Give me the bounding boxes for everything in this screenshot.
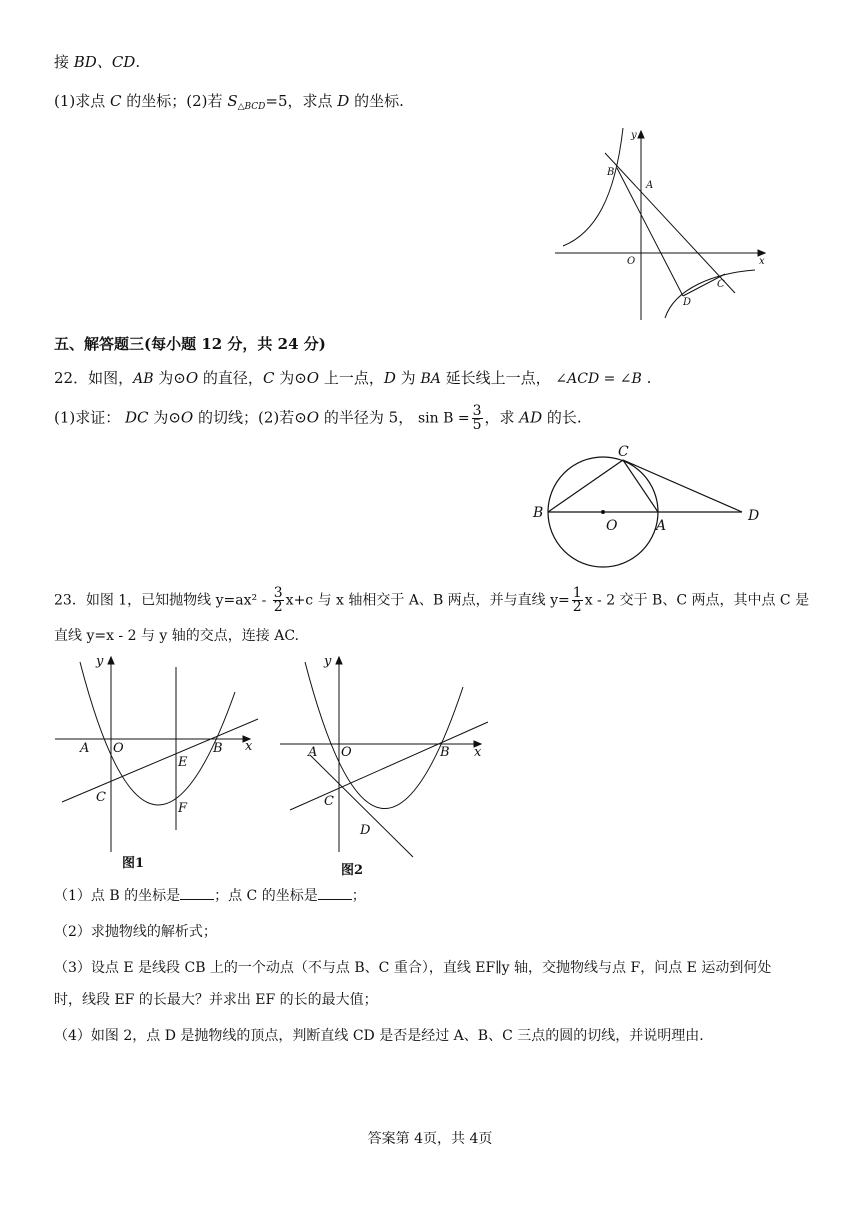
q22-d-label: D: [748, 508, 760, 524]
var: DC: [125, 408, 149, 427]
line-ac: [605, 153, 735, 293]
text: 延长线上一点，: [440, 369, 556, 387]
q23f1-x-label: x: [245, 739, 253, 754]
q23f2-o-label: O: [341, 745, 352, 760]
text: 的坐标.: [349, 92, 404, 110]
var: D: [337, 92, 350, 110]
q22-o-label: O: [606, 518, 618, 534]
y-arrow: [638, 131, 644, 138]
answer-blank-1: [180, 887, 214, 900]
fraction-2: [572, 587, 583, 614]
q23-line2: 直线 y=x - 2 与 y 轴的交点，连接 AC.: [54, 628, 300, 644]
q23f2-a-label: A: [308, 745, 318, 760]
q23f2-y-label: y: [324, 654, 332, 669]
frac-den: 2: [572, 599, 582, 615]
q21-x-label: x: [759, 256, 765, 267]
q23f2-x-label: x: [474, 745, 482, 760]
text: ；点 C 的坐标是: [214, 888, 318, 904]
q22-line1: [54, 368, 651, 389]
q22-figure: [530, 440, 770, 572]
text: 22．如图，: [54, 369, 134, 387]
text: (1)求证：: [54, 408, 126, 427]
fraction: [472, 405, 483, 432]
var: BD、CD: [73, 53, 136, 71]
q23f2-b-label: B: [440, 745, 450, 760]
var: BA: [420, 371, 441, 387]
q23-sub4: （4）如图 2，点 D 是抛物线的顶点，判断直线 CD 是否是经过 A、B、C 三点的圆的切线，并说明理由.: [54, 1028, 704, 1044]
parabola: [305, 662, 463, 809]
q21-a-label: A: [646, 180, 654, 191]
section-heading: 五、解答题三(每小题 12 分，共 24 分): [54, 335, 326, 353]
text: 的直径，: [198, 369, 263, 387]
text: （1）点 B 的坐标是: [54, 888, 181, 904]
text: 接: [54, 53, 74, 71]
text: 的切线；(2)若⊙: [193, 408, 307, 427]
fraction-1: [273, 587, 284, 614]
text: =5，求点: [265, 92, 338, 110]
parabola: [80, 662, 235, 805]
frac-num: 3: [472, 403, 482, 419]
q22-b-label: B: [533, 505, 544, 521]
text: x+c 与 x 轴相交于 A、B 两点，并与直线 y=: [285, 592, 570, 609]
q23-sub3b: 时，线段 EF 的长最大？并求出 EF 的长的最大值；: [54, 992, 378, 1008]
var: AD: [519, 408, 543, 427]
line-bc: [62, 719, 258, 802]
area-symbol: S: [227, 92, 238, 110]
q21-b-label: B: [607, 167, 615, 178]
q22-c-label: C: [618, 444, 629, 460]
q23-sub3a: （3）设点 E 是线段 CB 上的一个动点（不与点 B、C 重合），直线 EF∥y 轴，交抛物线与点 F，问点 E 运动到何处: [54, 960, 772, 976]
text: 上一点，: [319, 369, 384, 387]
page-footer: 答案第 4页，共 4页: [367, 1131, 493, 1147]
var: C: [110, 92, 122, 110]
y-arrow: [336, 657, 342, 664]
q23f2-d-label: D: [360, 823, 371, 838]
sin-expr: sin B =: [417, 410, 470, 427]
line-bc: [548, 460, 623, 512]
q23f1-caption: 图1: [122, 856, 145, 871]
text: 为⊙: [274, 369, 307, 387]
q23-figure-1: [50, 652, 265, 874]
text: 为⊙: [148, 408, 181, 427]
q21-y-label: y: [631, 130, 637, 141]
q23f1-o-label: O: [113, 741, 124, 756]
frac-num: 1: [572, 585, 582, 601]
q23f1-e-label: E: [178, 755, 188, 770]
q23f1-b-label: B: [213, 741, 223, 756]
var: O: [306, 408, 320, 427]
q21-figure: [555, 128, 770, 323]
answer-blank-2: [318, 887, 352, 900]
q21-c-label: C: [717, 279, 725, 290]
area-subscript: △BCD: [237, 102, 266, 112]
frac-den: 2: [273, 599, 283, 615]
angle-expr: ∠ACD = ∠B: [555, 371, 642, 387]
var: O: [306, 369, 320, 387]
hyperbola-branch-2: [665, 270, 755, 318]
q23-line1: [54, 587, 809, 614]
var: O: [180, 408, 194, 427]
line-bc: [290, 722, 488, 810]
q23f1-c-label: C: [96, 790, 106, 805]
q23f1-a-label: A: [80, 741, 90, 756]
var: O: [185, 369, 199, 387]
text: (1)求点: [54, 92, 111, 110]
text: 的坐标；(2)若: [121, 92, 228, 110]
var: C: [262, 369, 275, 387]
var: AB: [133, 371, 154, 387]
text: ，求: [484, 408, 520, 427]
q23-sub2: （2）求抛物线的解析式；: [54, 924, 217, 940]
q23f1-f-label: F: [178, 801, 188, 816]
text: 23．如图 1，已知抛物线 y=ax² -: [54, 592, 271, 609]
hyperbola-branch-1: [563, 128, 623, 246]
q23f2-c-label: C: [324, 794, 334, 809]
q21-o-label: O: [627, 256, 636, 267]
frac-num: 3: [273, 585, 283, 601]
q23-figure-2: [278, 652, 493, 878]
var: D: [383, 369, 396, 387]
text: 为: [395, 369, 421, 387]
text: 的半径为 5，: [319, 408, 418, 427]
text: ；: [351, 888, 366, 904]
q22-a-label: A: [656, 518, 667, 534]
q23f2-caption: 图2: [341, 863, 364, 878]
y-arrow: [108, 657, 114, 664]
text: 为⊙: [153, 369, 186, 387]
q21-line1: [54, 52, 140, 72]
center-dot: [601, 510, 605, 514]
q22-line2: [54, 405, 582, 432]
text: 的长.: [542, 408, 582, 427]
q21-d-label: D: [683, 297, 692, 308]
text: .: [135, 53, 141, 71]
q23f1-y-label: y: [96, 654, 104, 669]
text: x - 2 交于 B、C 两点，其中点 C 是: [584, 592, 810, 609]
q21-line2: [54, 91, 404, 117]
q23-sub1: [54, 886, 366, 906]
frac-den: 5: [472, 417, 482, 433]
text: .: [641, 369, 652, 387]
